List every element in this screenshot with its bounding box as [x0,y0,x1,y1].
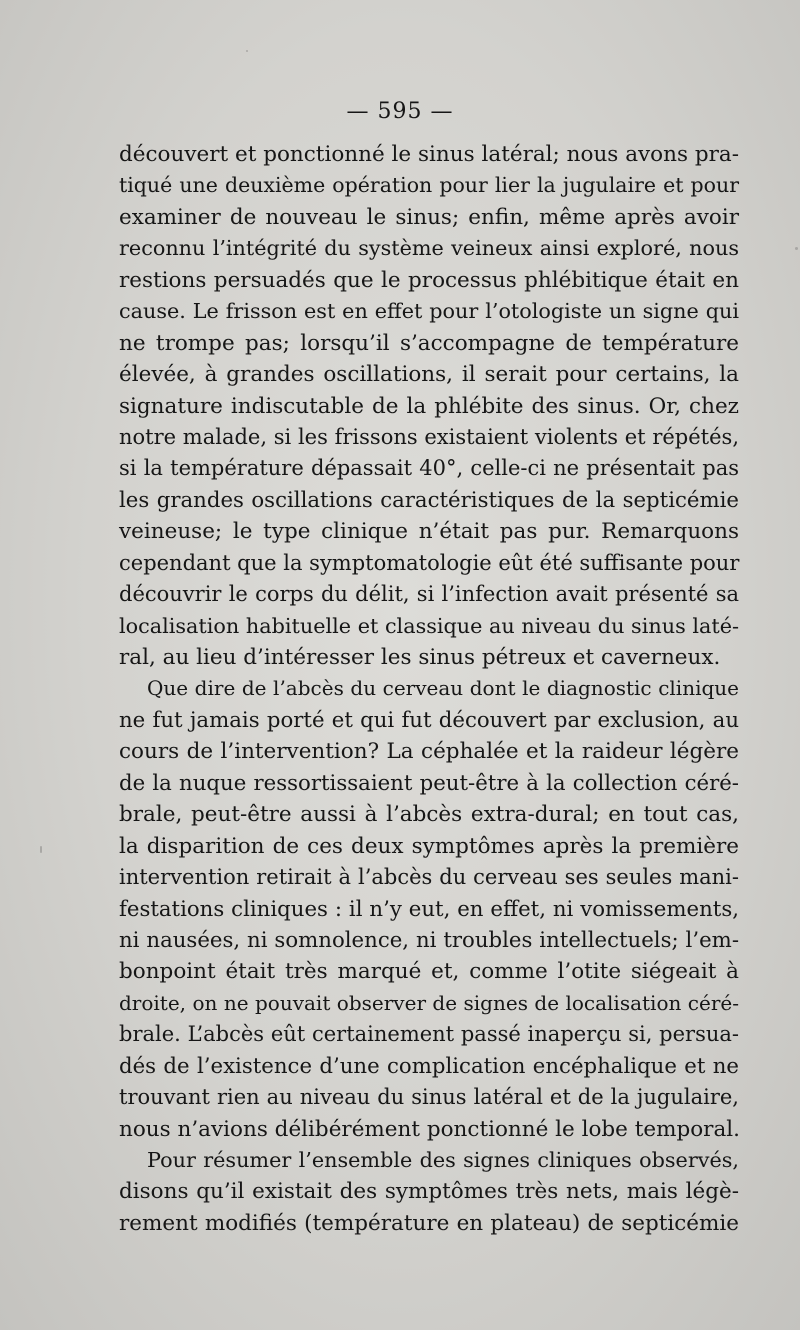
text-line: découvert et ponctionné le sinus latéral; nous avons pra- [119,142,739,167]
text-line: si la température dépassait 40°, celle-ci ne présentait pas [119,456,739,481]
paper-speck [40,846,42,853]
text-line: disons qu’il existait des symptômes très nets, mais légè- [119,1179,739,1205]
text-line: tiqué une deuxième opération pour lier la jugulaire et pour [119,173,739,198]
text-line: ne fut jamais porté et qui fut découvert par exclusion, au [119,707,739,733]
text-line: signature indiscutable de la phlébite des sinus. Or, chez [119,393,739,419]
text-line: de la nuque ressortissaient peut-être à la collection céré- [119,770,739,796]
text-line: découvrir le corps du délit, si l’infection avait présenté sa [119,582,739,607]
text-line: ni nausées, ni somnolence, ni troubles intellectuels; l’em- [119,927,739,953]
text-line: trouvant rien au niveau du sinus latéral et de la jugulaire, [119,1085,739,1110]
text-line: bonpoint était très marqué et, comme l’otite siégeait à [119,959,739,985]
text-line: nous n’avions délibérément ponctionné le lobe temporal. [119,1116,740,1142]
text-line: reconnu l’intégrité du système veineux ainsi exploré, nous [119,236,739,261]
text-line: brale, peut-être aussi à l’abcès extra-dural; en tout cas, [119,802,739,828]
paper-speck [246,50,248,52]
text-line: intervention retirait à l’abcès du cerveau ses seules mani- [119,865,739,890]
text-line: la disparition de ces deux symptômes après la première [119,833,739,859]
paper-speck [795,247,798,250]
text-line: ne trompe pas; lorsqu’il s’accompagne de température [119,330,739,356]
text-line: brale. L’abcès eût certainement passé inaperçu si, persua- [119,1022,739,1047]
text-line: notre malade, si les frissons existaient violents et répétés, [119,424,739,449]
text-line: cours de l’intervention? La céphalée et la raideur légère [119,739,739,765]
text-line: Pour résumer l’ensemble des signes cliniques observés, [147,1148,739,1172]
text-line: les grandes oscillations caractéristiques de la septicémie [119,487,739,513]
page-number: — 595 — [346,99,454,124]
text-line: veineuse; le type clinique n’était pas pur. Remarquons [119,519,739,545]
text-line: restions persuadés que le processus phlébitique était en [119,267,739,293]
text-line: localisation habituelle et classique au niveau du sinus laté- [119,613,739,638]
text-line: examiner de nouveau le sinus; enfin, même après avoir [119,204,739,230]
text-line: dés de l’existence d’une complication encéphalique et ne [119,1053,739,1079]
text-line: rement modifiés (température en plateau) de septicémie [119,1210,739,1236]
text-line: ral, au lieu d’intéresser les sinus pétreux et caverneux. [119,645,721,670]
text-line: droite, on ne pouvait observer de signes de localisation céré- [119,990,739,1015]
text-line: élevée, à grandes oscillations, il serait pour certains, la [119,362,739,388]
text-line: Que dire de l’abcès du cerveau dont le diagnostic clinique [147,676,739,701]
body-text [119,139,739,1239]
text-line: cependant que la symptomatologie eût été suffisante pour [119,550,740,575]
text-line: festations cliniques : il n’y eut, en effet, ni vomissements, [119,896,739,922]
text-line: cause. Le frisson est en effet pour l’otologiste un signe qui [119,299,739,324]
